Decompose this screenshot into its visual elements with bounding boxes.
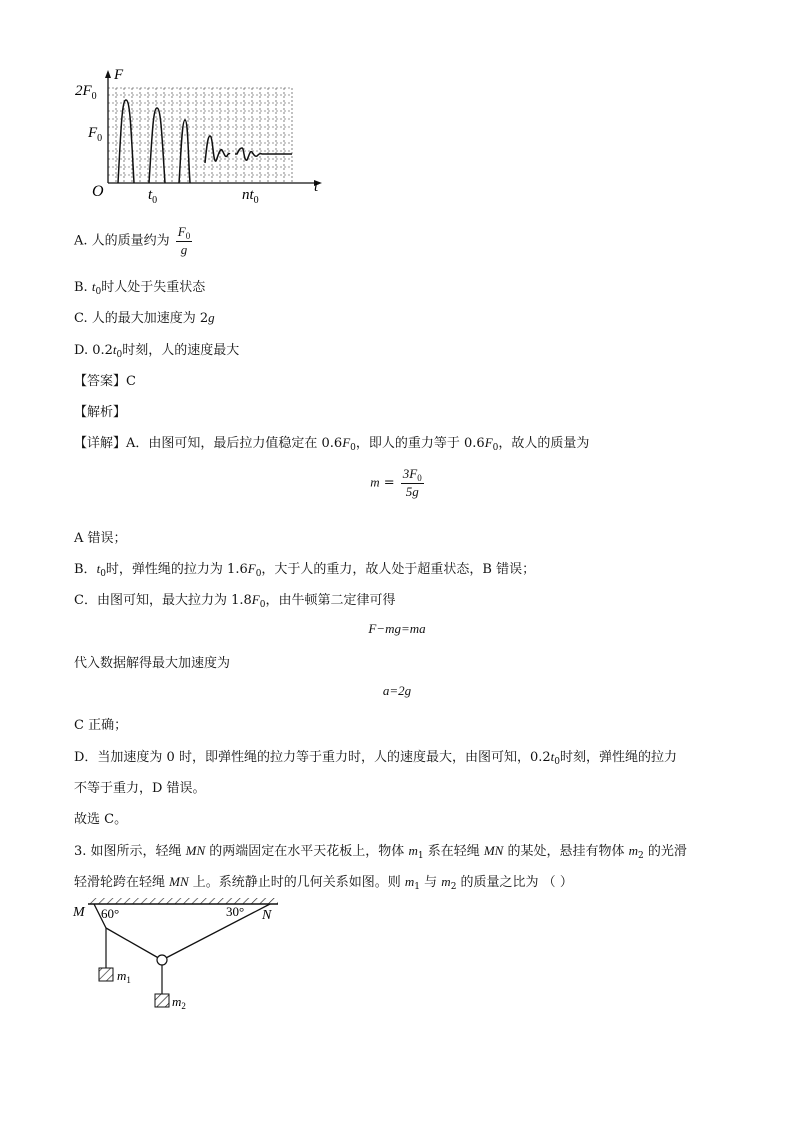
rope-pulley-n <box>162 904 270 960</box>
svg-text:nt0: $nt_0$ <box>242 187 259 203</box>
rope-pulley-figure <box>70 898 290 1013</box>
option-a: A. 人的质量约为 $\frac{F_0}{g}$ <box>74 224 191 257</box>
equation-mass: m = $\frac{3F_0}{5g}$ <box>370 466 422 499</box>
detail-line-1: 【详解】A．由图可知，最后拉力值稳定在 $0.6F_0$，即人的重力等于 $0.6F_0$，故人的质量为 <box>74 435 590 453</box>
angle-30: 30° <box>226 904 245 919</box>
detail-d-2: 不等于重力，D 错误。 <box>74 781 206 796</box>
angle-60: 60° <box>101 906 120 921</box>
y-axis-label: F <box>114 68 124 83</box>
svg-text:m1: $m_1$ <box>117 968 131 985</box>
svg-text:F0: $F_0$ <box>88 125 103 144</box>
option-b: B. $t_0$时人处于失重状态 <box>74 279 206 297</box>
y-tick-f0: F <box>88 125 98 141</box>
x-tick-nt0: nt <box>242 187 254 203</box>
block-m2 <box>155 994 169 1007</box>
equation-newton: F−mg=ma <box>368 621 426 636</box>
svg-text:m2: $m_2$ <box>172 994 186 1011</box>
origin-label: O <box>92 183 104 200</box>
c-correct: C 正确； <box>74 718 128 733</box>
ceiling-hatch <box>88 898 278 904</box>
conclusion: 故选 C。 <box>74 812 128 827</box>
x-tick-t0: t <box>148 187 153 203</box>
mass-2-label: m <box>172 994 182 1009</box>
answer-line: 【答案】C <box>74 374 136 389</box>
force-curve <box>118 100 292 183</box>
svg-text:t0: $t_0$ <box>148 187 158 203</box>
svg-text:2F0: $2F_0$ <box>75 83 97 102</box>
force-time-graph <box>72 68 332 203</box>
x-axis-label: t <box>314 179 319 195</box>
y-tick-2f0: 2F <box>75 83 92 99</box>
y-axis-arrow <box>105 70 111 78</box>
label-m: M <box>73 905 85 920</box>
detail-c: C．由图可知，最大拉力为 $1.8F_0$，由牛顿第二定律可得 <box>74 592 396 610</box>
detail-b: B．$t_0$时，弹性绳的拉力为 $1.6F_0$，大于人的重力，故人处于超重状态，B 错误； <box>74 561 536 579</box>
pulley <box>157 955 167 965</box>
detail-d-1: D．当加速度为 0 时，即弹性绳的拉力等于重力时，人的速度最大，由图可知，$0.2t_0$时刻，弹性绳的拉力 <box>74 749 678 767</box>
rope-to-pulley <box>106 928 162 960</box>
equation-accel: a=2g <box>382 683 412 698</box>
label-n: N <box>262 908 272 923</box>
substitute-line: 代入数据解得最大加速度为 <box>74 656 231 671</box>
mass-1-label: m <box>117 968 127 983</box>
question-3-line-1: 3. 如图所示，轻绳 MN 的两端固定在水平天花板上，物体 $m_1$ 系在轻绳 MN 的某处，悬挂有物体 $m_2$ 的光滑 <box>74 843 687 861</box>
option-c: C. 人的最大加速度为 2g <box>74 310 215 326</box>
a-wrong: A 错误； <box>74 531 127 546</box>
grid <box>108 88 292 183</box>
question-3-line-2: 轻滑轮跨在轻绳 MN 上。系统静止时的几何关系如图。则 $m_1$ 与 $m_2$ 的质量之比为 （ ） <box>74 874 573 892</box>
block-m1 <box>99 968 113 981</box>
option-d: D. $0.2t_0$时刻，人的速度最大 <box>74 342 240 360</box>
analysis-label: 【解析】 <box>74 405 127 420</box>
